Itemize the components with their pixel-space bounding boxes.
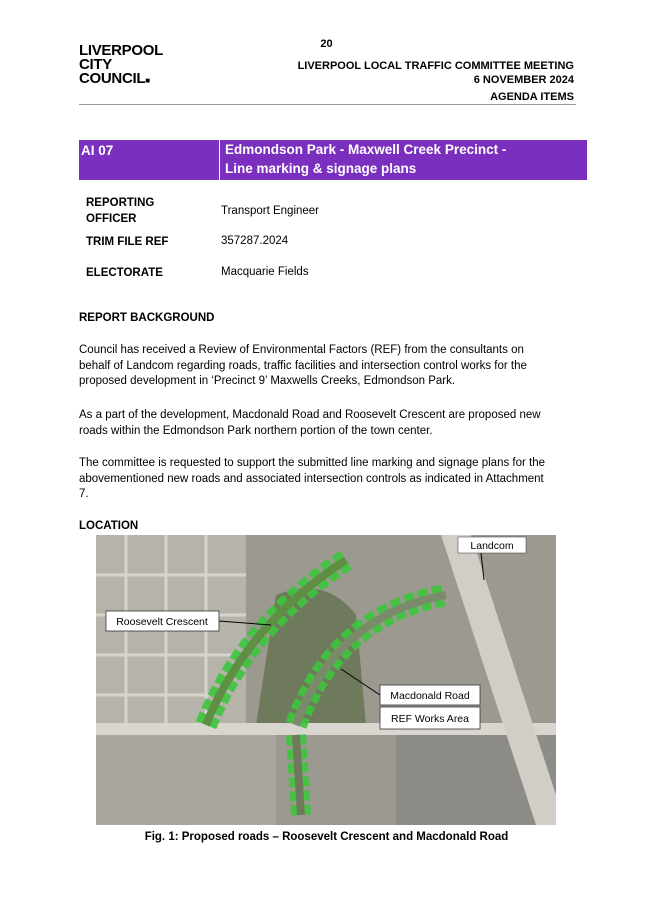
trim-file-ref-value: 357287.2024 <box>221 235 289 247</box>
background-paragraph-2: As a part of the development, Macdonald Road and Roosevelt Crescent are proposed new roads within the Edmondson Park northern portion of the town center. <box>79 409 541 437</box>
electorate-value: Macquarie Fields <box>221 266 309 278</box>
svg-text:Macdonald Road: Macdonald Road <box>390 690 470 702</box>
background-paragraph-1: Council has received a Review of Environmental Factors (REF) from the consultants on behalf of Landcom regarding roads, traffic facilities and intersection control works for the proposed development in ‘Precinct 9’ Maxwells Creeks, Edmondson Park. <box>79 344 527 387</box>
figure-caption: Fig. 1: Proposed roads – Roosevelt Crescent and Macdonald Road <box>144 831 509 843</box>
macdonald-road-south-centre <box>296 735 301 815</box>
agenda-item-bar <box>79 140 587 180</box>
logo-line-2: CITY <box>79 56 112 73</box>
map-main-road <box>96 723 556 735</box>
page-number: 20 <box>320 38 333 50</box>
electorate-label: ELECTORATE <box>86 267 163 279</box>
label-ref-works-area <box>380 707 480 729</box>
meeting-title: LIVERPOOL LOCAL TRAFFIC COMMITTEE MEETING <box>297 60 574 72</box>
header-divider <box>79 104 576 105</box>
agenda-item-title-line-1: Edmondson Park - Maxwell Creek Precinct - <box>225 142 507 157</box>
trim-file-ref-label: TRIM FILE REF <box>86 236 169 248</box>
logo-line-1: LIVERPOOL <box>79 42 163 59</box>
meeting-date: 6 NOVEMBER 2024 <box>473 74 574 86</box>
section-title: AGENDA ITEMS <box>490 91 574 103</box>
report-background-heading: REPORT BACKGROUND <box>79 312 215 324</box>
svg-text:Roosevelt Crescent: Roosevelt Crescent <box>116 616 208 628</box>
svg-text:REF Works Area: REF Works Area <box>391 713 469 725</box>
map-southern-block <box>96 735 276 825</box>
background-paragraph-3: The committee is requested to support the submitted line marking and signage plans for the abovementioned new roads and associated intersection controls as indicated in Attachment 7. <box>79 457 546 500</box>
location-heading: LOCATION <box>79 520 139 532</box>
agenda-item-title-line-2: Line marking & signage plans <box>225 161 417 176</box>
agenda-item-divider <box>219 140 220 180</box>
svg-text:Landcom: Landcom <box>470 540 514 552</box>
reporting-officer-label: REPORTING OFFICER <box>86 197 155 225</box>
council-logo <box>79 44 163 86</box>
reporting-officer-value: Transport Engineer <box>221 205 320 217</box>
logo-line-3: COUNCIL■ <box>79 70 150 87</box>
agenda-item-id: AI 07 <box>81 143 114 158</box>
location-map <box>96 535 556 825</box>
